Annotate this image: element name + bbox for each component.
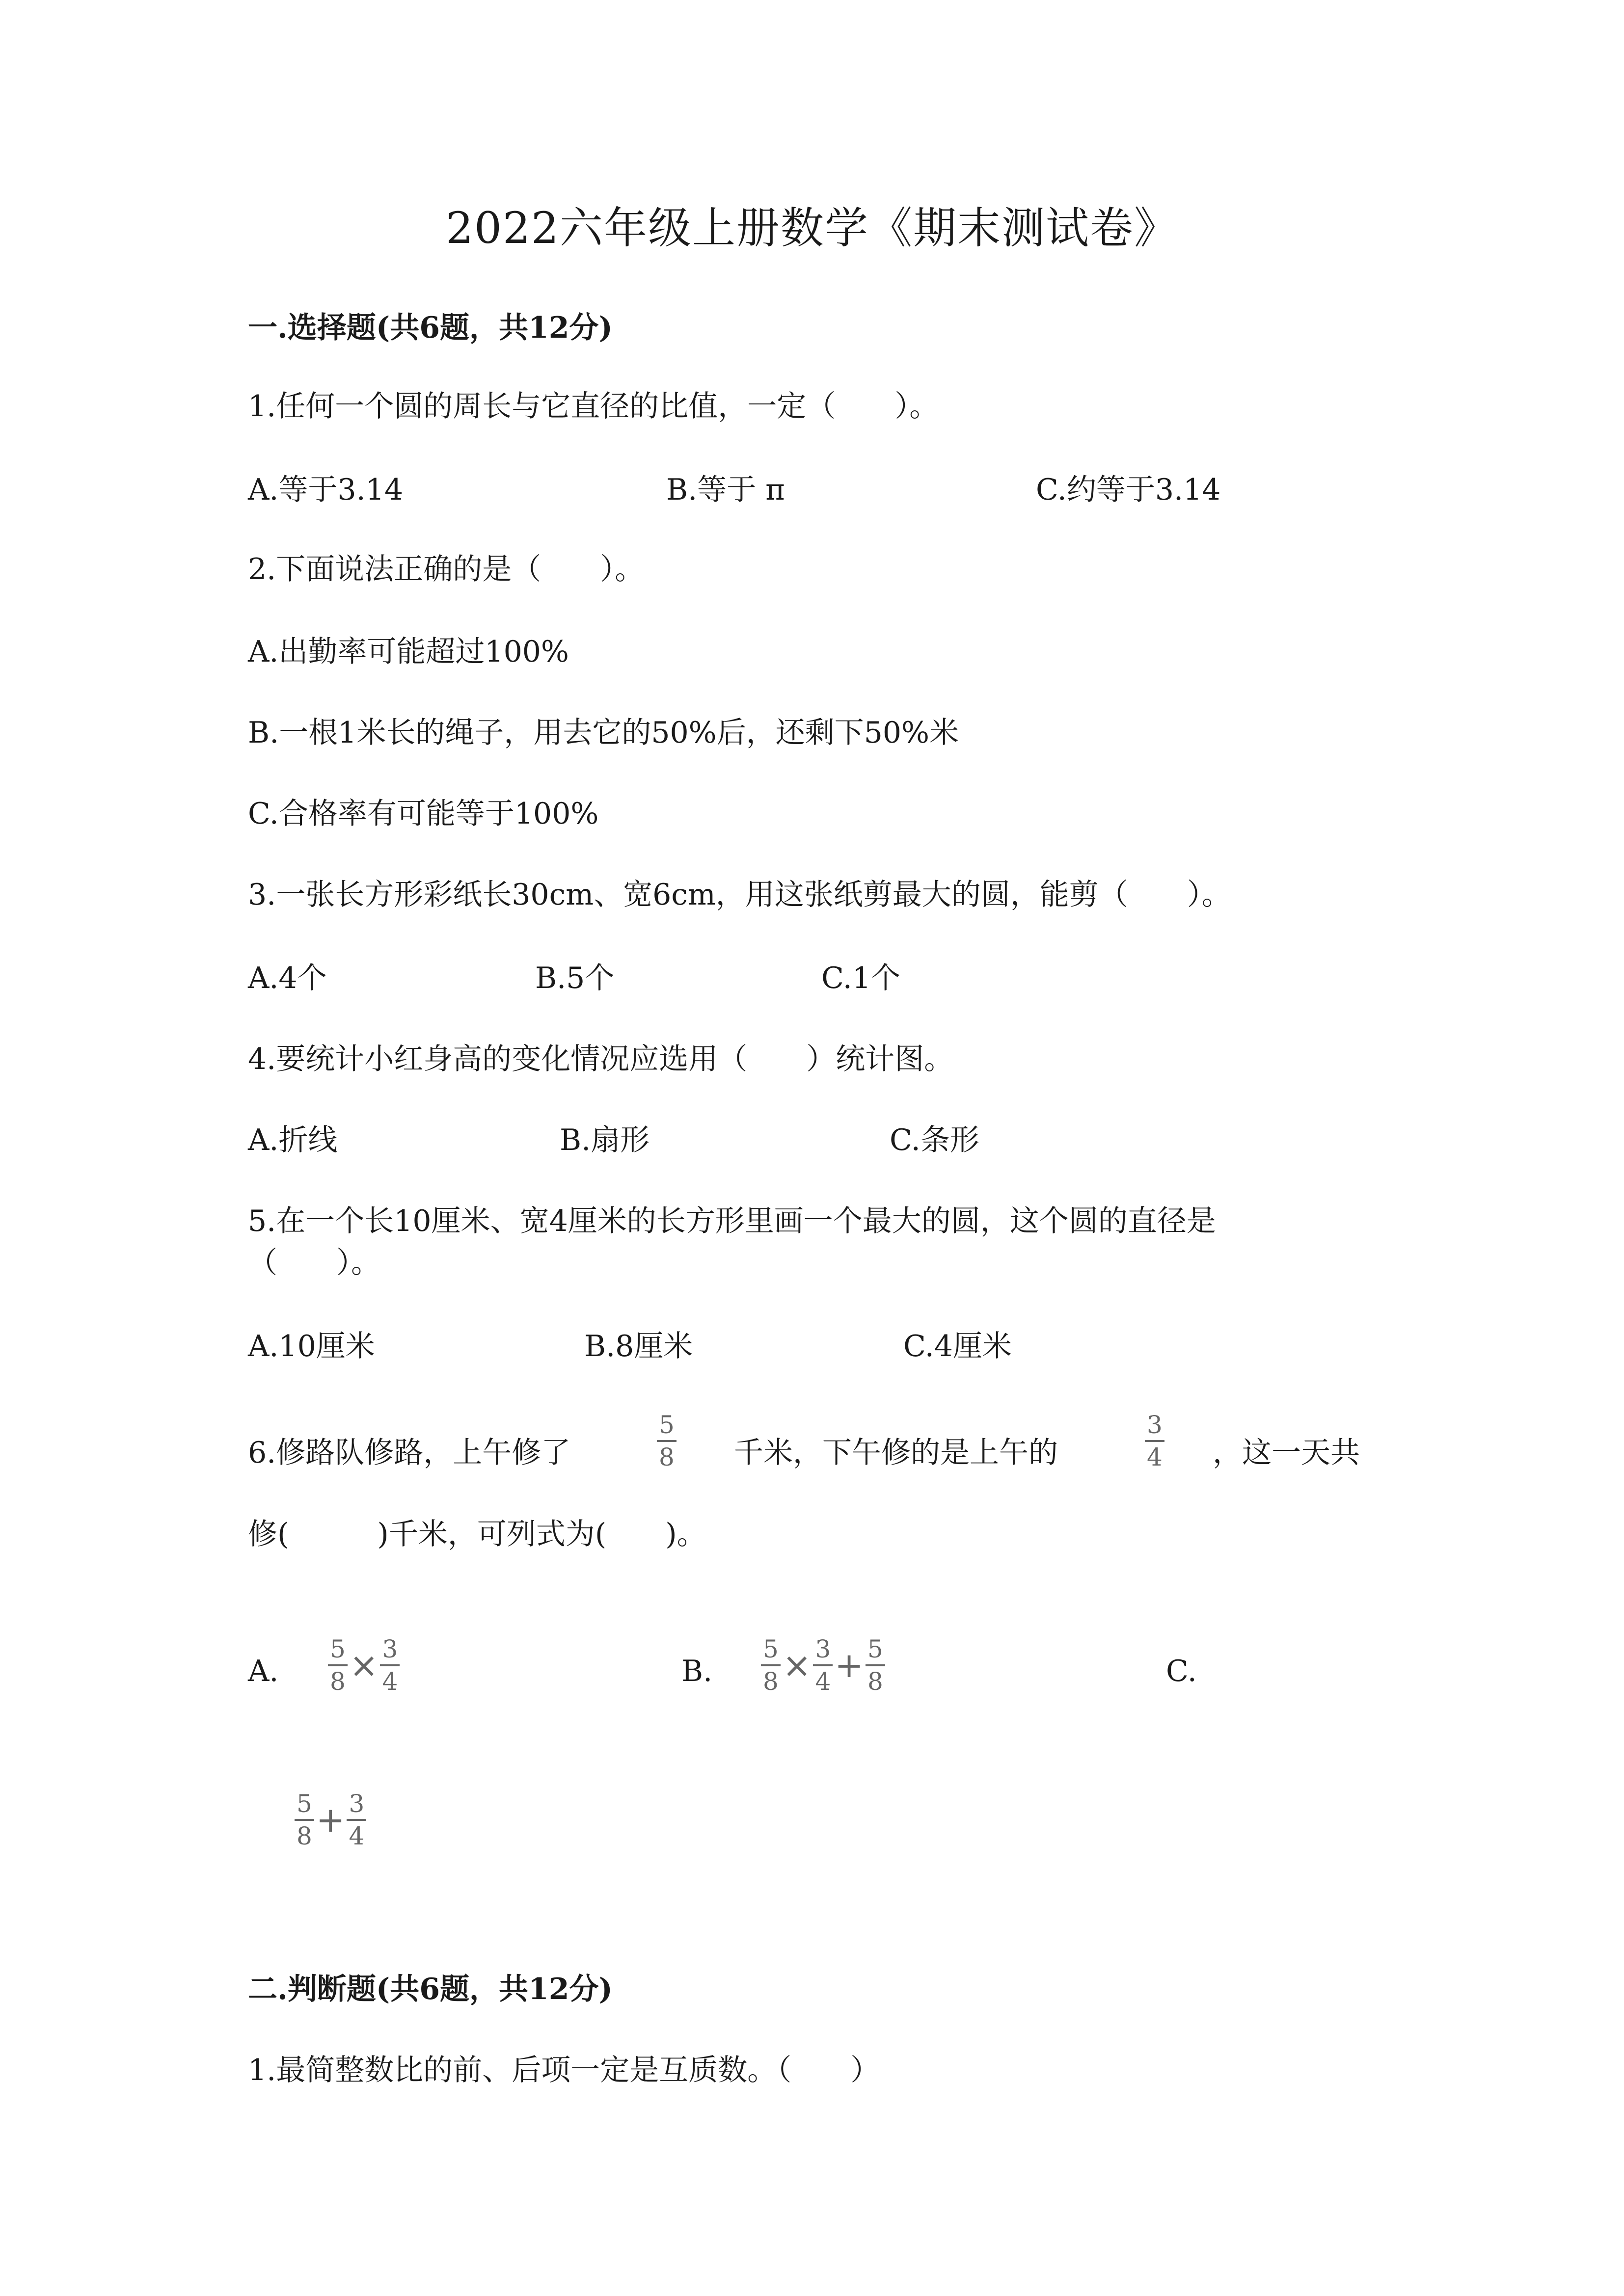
question-6-option-b-label: B. [681, 1654, 713, 1688]
question-6-option-a-expression: $\frac{5}{8}$ × $\frac{3}{4}$ [328, 1637, 400, 1694]
question-1-text: 1.任何一个圆的周长与它直径的比值，一定（ ）。 [248, 389, 939, 424]
question-6-option-c-expression: $\frac{5}{8}$ + $\frac{3}{4}$ [295, 1791, 366, 1848]
question-6-text-line2: 修( )千米，可列式为( )。 [248, 1517, 706, 1551]
question-3-text: 3.一张长方形彩纸长30cm、宽6cm，用这张纸剪最大的圆，能剪（ ）。 [248, 878, 1231, 912]
section-heading-true-false: 二.判断题(共6题，共12分) [248, 1972, 613, 2006]
question-6-option-b-expression: $\frac{5}{8}$ × $\frac{3}{4}$ + $\frac{5}{8}$ [761, 1637, 885, 1694]
question-2-option-c: C.合格率有可能等于100% [248, 797, 599, 831]
question-3-option-a: A.4个 [248, 961, 327, 995]
question-5-option-c: C.4厘米 [903, 1329, 1012, 1363]
tf-question-1-text: 1.最简整数比的前、后项一定是互质数。（ ） [248, 2053, 880, 2087]
question-6-text-part2: 千米，下午修的是上午的 [734, 1436, 1058, 1470]
question-1-option-c: C.约等于3.14 [1036, 473, 1221, 507]
question-3-option-b: B.5个 [535, 961, 615, 995]
question-6-option-a-label: A. [248, 1654, 279, 1688]
question-6-option-c-label: C. [1166, 1654, 1197, 1688]
question-6-fraction-2: $\frac{3}{4}$ [1145, 1413, 1164, 1469]
question-2-option-b: B.一根1米长的绳子，用去它的50%后，还剩下50%米 [248, 716, 959, 750]
question-4-option-c: C.条形 [890, 1123, 979, 1157]
question-6-fraction-1: $\frac{5}{8}$ [657, 1413, 677, 1469]
question-1-option-b: B.等于 π [666, 473, 785, 507]
question-5-option-b: B.8厘米 [584, 1329, 693, 1363]
question-2-option-a: A.出勤率可能超过100% [248, 635, 569, 669]
question-3-option-c: C.1个 [821, 961, 901, 995]
question-6-text-part3: ，这一天共 [1213, 1436, 1360, 1470]
section-heading-choice: 一.选择题(共6题，共12分) [248, 311, 613, 345]
question-2-text: 2.下面说法正确的是（ ）。 [248, 552, 645, 587]
question-5-text-line1: 5.在一个长10厘米、宽4厘米的长方形里画一个最大的圆，这个圆的直径是 [248, 1204, 1216, 1238]
question-6-text-part1: 6.修路队修路，上午修了 [248, 1436, 571, 1470]
question-4-option-b: B.扇形 [560, 1123, 650, 1157]
question-5-text-line2: （ ）。 [248, 1246, 380, 1280]
question-4-text: 4.要统计小红身高的变化情况应选用（ ）统计图。 [248, 1042, 954, 1076]
question-5-option-a: A.10厘米 [248, 1329, 375, 1363]
question-1-option-a: A.等于3.14 [248, 473, 403, 507]
page-title: 2022六年级上册数学《期末测试卷》 [446, 203, 1178, 253]
question-4-option-a: A.折线 [248, 1123, 338, 1157]
